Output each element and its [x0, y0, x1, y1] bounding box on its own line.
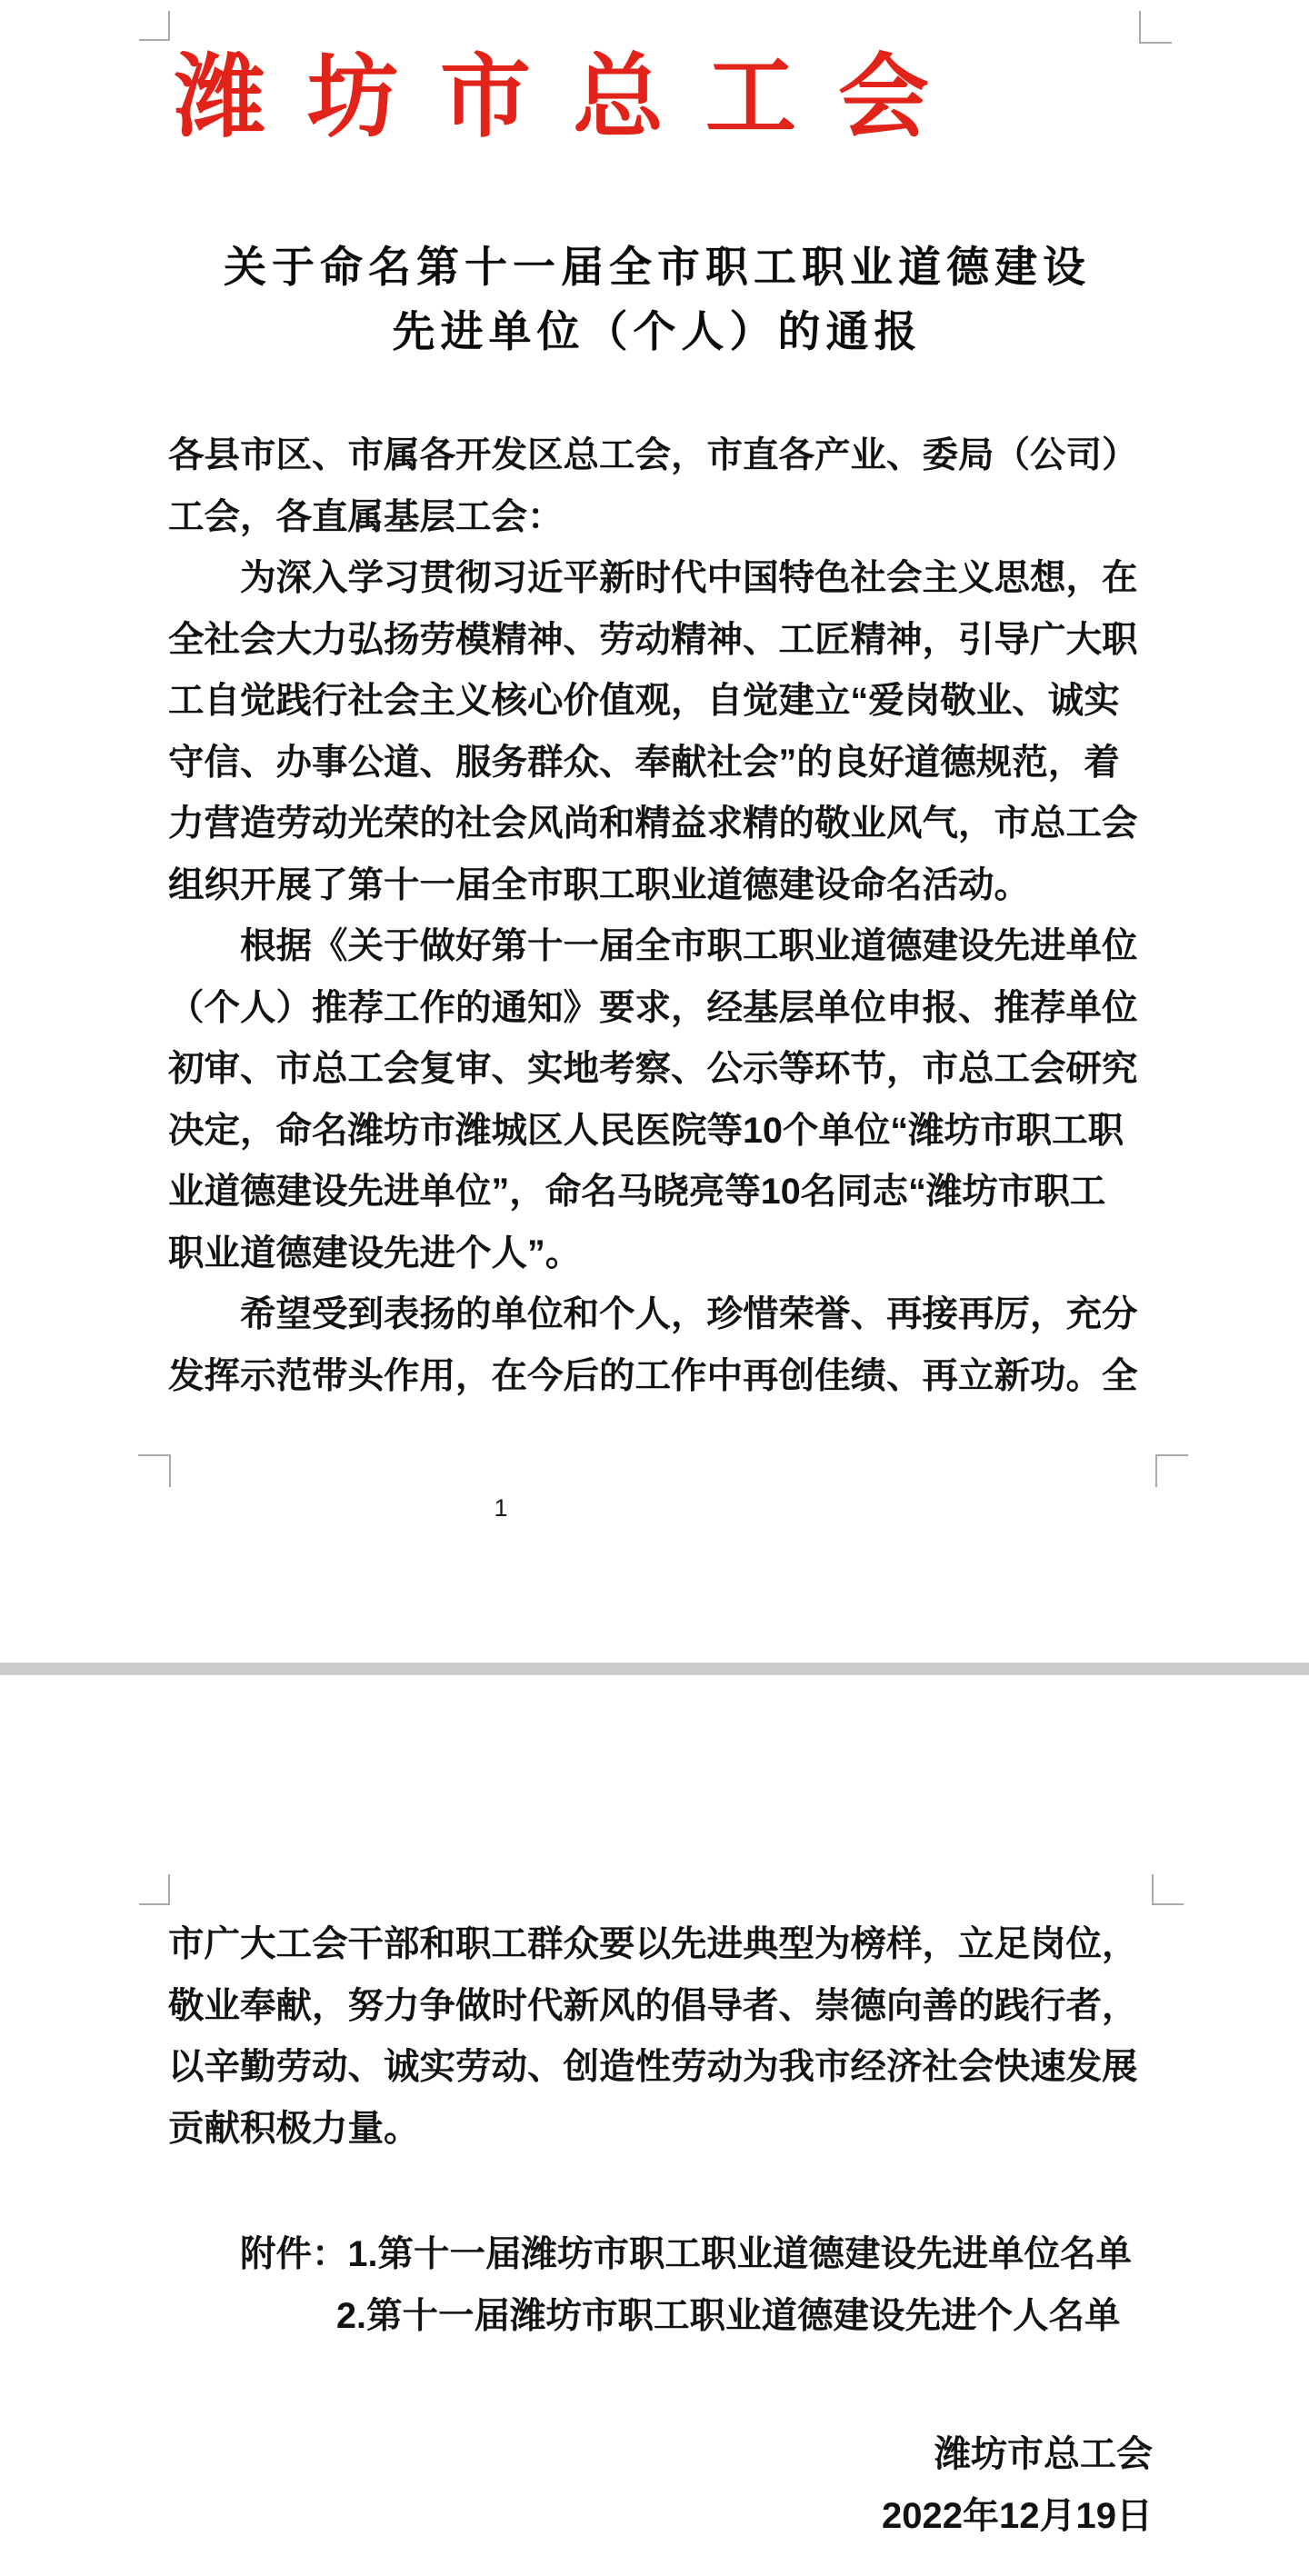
- body-text-line: 为深入学习贯彻习近平新时代中国特色社会主义思想，在: [168, 558, 1138, 598]
- body-text-line: （个人）推荐工作的通知》要求，经基层单位申报、推荐单位: [168, 987, 1138, 1028]
- page1-boundary-mark-bottom-right-icon: [1155, 1454, 1188, 1487]
- page1-body-text: [168, 425, 1150, 1407]
- body-text-line: 决定，命名潍坊市潍城区人民医院等10个单位“潍坊市职工职: [168, 1110, 1124, 1151]
- notice-title: [0, 235, 1309, 364]
- body-text-line: 各县市区、市属各开发区总工会，市直各产业、委局（公司）: [168, 435, 1138, 475]
- page2-boundary-mark-top-left-icon: [139, 1874, 170, 1905]
- body-text-line: 市广大工会干部和职工群众要以先进典型为榜样，立足岗位，: [168, 1924, 1138, 1964]
- issue-date: 2022年12月19日: [882, 2496, 1153, 2536]
- body-text-line: 希望受到表扬的单位和个人，珍惜荣誉、再接再厉，充分: [168, 1294, 1138, 1334]
- issuing-org-signature: 潍坊市总工会: [934, 2434, 1153, 2474]
- body-text-line: 工自觉践行社会主义核心价值观，自觉建立“爱岗敬业、诚实: [168, 681, 1120, 721]
- page-divider: [0, 1662, 1309, 1675]
- page2-body-text: [168, 1914, 1150, 2160]
- body-text-line: 发挥示范带头作用，在今后的工作中再创佳绩、再立新功。全: [168, 1355, 1138, 1396]
- body-text-line: 守信、办事公道、服务群众、奉献社会”的良好道德规范，着: [168, 742, 1120, 783]
- notice-title-line2: 先进单位（个人）的通报: [392, 307, 923, 355]
- page1-boundary-mark-bottom-left-icon: [138, 1454, 171, 1487]
- body-text-line: 全社会大力弘扬劳模精神、劳动精神、工匠精神，引导广大职: [168, 619, 1138, 660]
- body-text-line: 工会，各直属基层工会：: [168, 496, 564, 537]
- attachment-item-1: 附件：1.第十一届潍坊市职工职业道德建设先进单位名单: [240, 2234, 1132, 2274]
- signoff-block: [882, 2423, 1153, 2547]
- letterhead-org-name: 潍坊市总工会: [175, 46, 971, 148]
- body-text-line: 职业道德建设先进个人”。: [168, 1233, 582, 1273]
- attachment-item-2: 2.第十一届潍坊市职工职业道德建设先进个人名单: [336, 2295, 1121, 2336]
- page1-boundary-mark-top-left-icon: [139, 11, 170, 41]
- attachments-list: [240, 2224, 1132, 2347]
- body-text-line: 组织开展了第十一届全市职工职业道德建设命名活动。: [168, 864, 1030, 905]
- body-text-line: 根据《关于做好第十一届全市职工职业道德建设先进单位: [168, 926, 1138, 966]
- body-text-line: 力营造劳动光荣的社会风尚和精益求精的敬业风气，市总工会: [168, 804, 1138, 844]
- body-text-line: 业道德建设先进单位”，命名马晓亮等10名同志“潍坊市职工: [168, 1172, 1106, 1212]
- page2-boundary-mark-top-right-icon: [1152, 1874, 1184, 1905]
- body-text-line: 以辛勤劳动、诚实劳动、创造性劳动为我市经济社会快速发展: [168, 2047, 1138, 2087]
- notice-title-line1: 关于命名第十一届全市职工职业道德建设: [224, 243, 1091, 291]
- body-text-line: 敬业奉献，努力争做时代新风的倡导者、崇德向善的践行者，: [168, 1985, 1138, 2026]
- body-text-line: 贡献积极力量。: [168, 2108, 420, 2149]
- page1-boundary-mark-top-right-icon: [1139, 11, 1172, 44]
- page-number: 1: [494, 1494, 508, 1522]
- body-text-line: 初审、市总工会复审、实地考察、公示等环节，市总工会研究: [168, 1049, 1138, 1089]
